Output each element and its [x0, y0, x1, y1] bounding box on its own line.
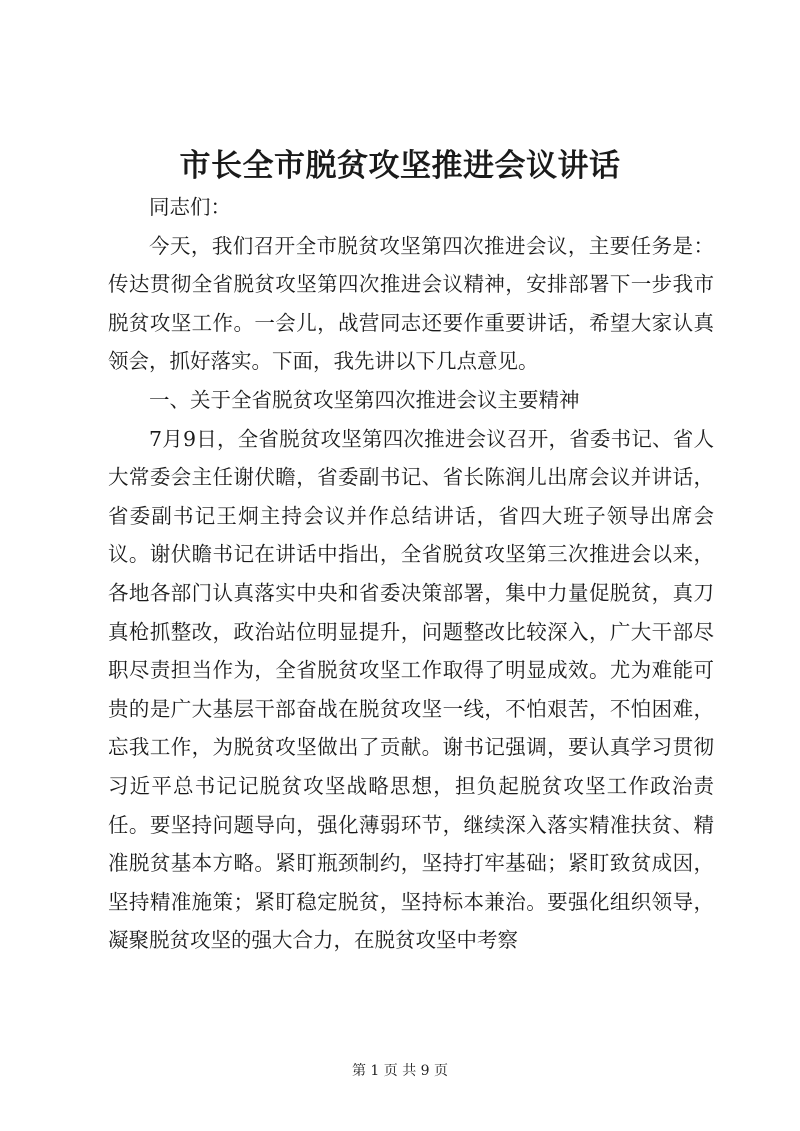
- document-title: 市长全市脱贫攻坚推进会议讲话: [179, 148, 621, 184]
- intro-paragraph: 今天，我们召开全市脱贫攻坚第四次推进会议，主要任务是：传达贯彻全省脱贫攻坚第四次推进会议精神，安排部署下一步我市脱贫攻坚工作。一会儿，战营同志还要作重要讲话，希望大家认真领会，抓好落实。下面，我先讲以下几点意见。: [108, 233, 714, 374]
- section-heading-1: 一、关于全省脱贫攻坚第四次推进会议主要精神: [149, 387, 580, 412]
- document-body: [108, 188, 714, 960]
- page-footer: 第 1 页 共 9 页: [351, 1063, 449, 1079]
- salutation-paragraph: 同志们：: [149, 195, 231, 219]
- section-paragraph-1: 7月9日，全省脱贫攻坚第四次推进会议召开，省委书记、省人大常委会主任谢伏瞻，省委副书记、省长陈润儿出席会议并讲话，省委副书记王炯主持会议并作总结讲话，省四大班子领导出席会议。谢伏瞻书记在讲话中指出，全省脱贫攻坚第三次推进会以来，各地各部门认真落实中央和省委决策部署，集中力量促脱贫，真刀真枪抓整改，政治站位明显提升，问题整改比较深入，广大干部尽职尽责担当作为，全省脱贫攻坚工作取得了明显成效。尤为难能可贵的是广大基层干部奋战在脱贫攻坚一线，不怕艰苦，不怕困难，忘我工作，为脱贫攻坚做出了贡献。谢书记强调，要认真学习贯彻习近平总书记记脱贫攻坚战略思想，担负起脱贫攻坚工作政治责任。要坚持问题导向，强化薄弱环节，继续深入落实精准扶贫、精准脱贫基本方略。紧盯瓶颈制约，坚持打牢基础；紧盯致贫成因，坚持精准施策；紧盯稳定脱贫，坚持标本兼治。要强化组织领导，凝聚脱贫攻坚的强大合力，在脱贫攻坚中考察: [108, 426, 714, 953]
